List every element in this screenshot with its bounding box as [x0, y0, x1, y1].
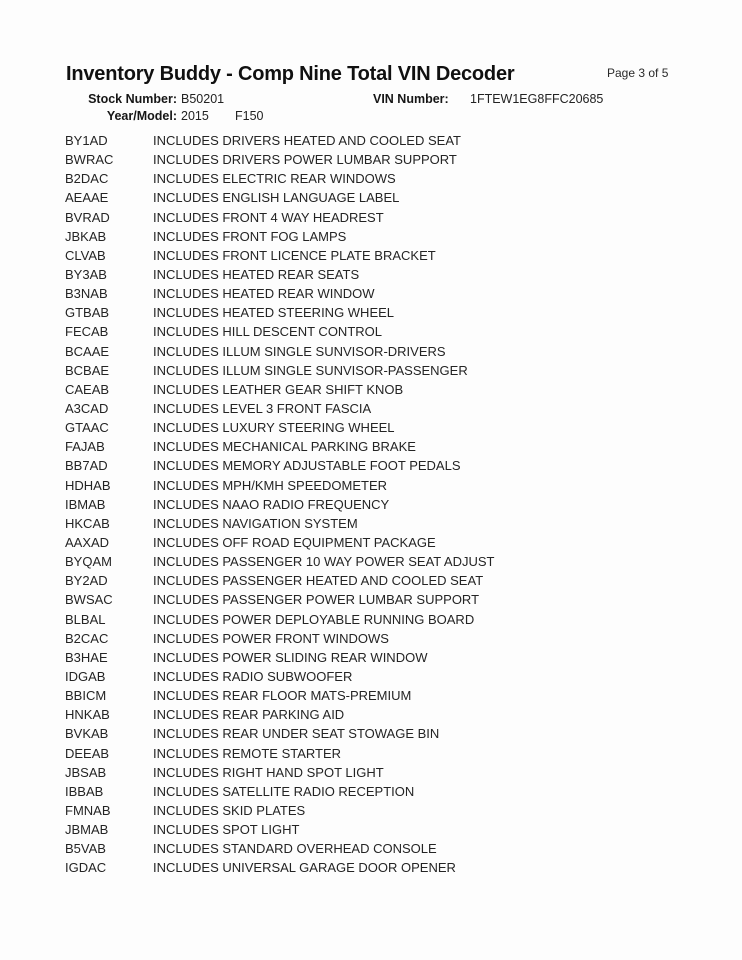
option-description: INCLUDES DRIVERS HEATED AND COOLED SEAT: [153, 133, 461, 148]
list-item: [65, 267, 705, 286]
option-description: INCLUDES PASSENGER POWER LUMBAR SUPPORT: [153, 592, 480, 608]
option-description: INCLUDES ELECTRIC REAR WINDOWS: [153, 171, 396, 187]
list-item: [65, 612, 705, 631]
option-description: INCLUDES FRONT 4 WAY HEADREST: [153, 209, 384, 225]
option-description: INCLUDES STANDARD OVERHEAD CONSOLE: [153, 841, 437, 857]
page-number: Page 3 of 5: [607, 66, 669, 80]
option-code: FAJAB: [65, 439, 105, 455]
option-code: BLBAL: [65, 611, 106, 627]
list-item: [65, 554, 705, 573]
option-description: INCLUDES POWER SLIDING REAR WINDOW: [153, 649, 428, 665]
list-item: [65, 535, 705, 554]
option-description: INCLUDES FRONT LICENCE PLATE BRACKET: [153, 247, 436, 263]
option-description: INCLUDES HEATED REAR WINDOW: [153, 286, 375, 302]
option-description: INCLUDES NAVIGATION SYSTEM: [153, 515, 358, 531]
option-description: INCLUDES NAAO RADIO FREQUENCY: [153, 496, 390, 512]
option-description: INCLUDES SKID PLATES: [153, 802, 306, 818]
option-code: FMNAB: [65, 802, 111, 818]
list-item: [65, 248, 705, 267]
list-item: [65, 631, 705, 650]
list-item: [65, 497, 705, 516]
list-item: [65, 152, 705, 171]
option-code: BY3AB: [65, 266, 107, 282]
option-code: DEEAB: [65, 745, 110, 761]
option-code: CLVAB: [65, 247, 106, 263]
option-code: BY1AD: [65, 133, 108, 148]
list-item: [65, 688, 705, 707]
option-description: INCLUDES MEMORY ADJUSTABLE FOOT PEDALS: [153, 458, 461, 474]
list-item: [65, 286, 705, 305]
list-item: [65, 324, 705, 343]
option-description: INCLUDES ILLUM SINGLE SUNVISOR-DRIVERS: [153, 343, 446, 359]
list-item: [65, 822, 705, 841]
option-code: BWRAC: [65, 152, 114, 168]
option-code: BCAAE: [65, 343, 110, 359]
option-description: INCLUDES HILL DESCENT CONTROL: [153, 324, 382, 340]
list-item: [65, 860, 705, 879]
year-value: 2015: [181, 109, 209, 123]
option-description: INCLUDES DRIVERS POWER LUMBAR SUPPORT: [153, 152, 457, 168]
option-code: BVRAD: [65, 209, 110, 225]
list-item: [65, 746, 705, 765]
option-code: AEAAE: [65, 190, 109, 206]
option-code: BYQAM: [65, 554, 112, 570]
page-title: Inventory Buddy - Comp Nine Total VIN Decoder: [66, 63, 515, 85]
list-item: [65, 726, 705, 745]
option-description: INCLUDES LUXURY STEERING WHEEL: [153, 420, 395, 436]
list-item: [65, 344, 705, 363]
option-description: INCLUDES HEATED REAR SEATS: [153, 266, 360, 282]
option-description: INCLUDES MECHANICAL PARKING BRAKE: [153, 439, 416, 455]
vin-number-value: 1FTEW1EG8FFC20685: [470, 92, 604, 106]
list-item: [65, 592, 705, 611]
option-code: A3CAD: [65, 400, 109, 416]
vin-number-label: VIN Number:: [373, 92, 449, 106]
list-item: [65, 516, 705, 535]
list-item: [65, 784, 705, 803]
list-item: [65, 478, 705, 497]
option-code: B2CAC: [65, 630, 109, 646]
stock-number-value: B50201: [181, 92, 225, 106]
list-item: [65, 650, 705, 669]
option-code: IBBAB: [65, 783, 104, 799]
option-code: HNKAB: [65, 707, 110, 723]
option-code: HDHAB: [65, 477, 111, 493]
option-code: JBKAB: [65, 228, 107, 244]
option-description: INCLUDES SATELLITE RADIO RECEPTION: [153, 783, 415, 799]
option-description: INCLUDES REAR FLOOR MATS-PREMIUM: [153, 688, 412, 704]
option-code: AAXAD: [65, 534, 110, 550]
option-code: B3HAE: [65, 649, 108, 665]
option-description: INCLUDES POWER FRONT WINDOWS: [153, 630, 389, 646]
list-item: [65, 458, 705, 477]
option-description: INCLUDES MPH/KMH SPEEDOMETER: [153, 477, 388, 493]
list-item: [65, 305, 705, 324]
list-item: [65, 803, 705, 822]
option-code: BY2AD: [65, 573, 108, 589]
option-description: INCLUDES REAR UNDER SEAT STOWAGE BIN: [153, 726, 440, 742]
option-description: INCLUDES REMOTE STARTER: [153, 745, 342, 761]
option-code: BWSAC: [65, 592, 113, 608]
option-code: B3NAB: [65, 286, 108, 302]
option-description: INCLUDES OFF ROAD EQUIPMENT PACKAGE: [153, 534, 436, 550]
option-code: IGDAC: [65, 860, 107, 876]
list-item: [65, 841, 705, 860]
list-item: [65, 190, 705, 209]
option-code: JBSAB: [65, 764, 107, 780]
list-item: [65, 382, 705, 401]
option-code: JBMAB: [65, 822, 109, 838]
option-code: HKCAB: [65, 515, 110, 531]
option-description: INCLUDES PASSENGER 10 WAY POWER SEAT ADJUST: [153, 554, 495, 570]
option-description: INCLUDES ENGLISH LANGUAGE LABEL: [153, 190, 400, 206]
option-description: INCLUDES POWER DEPLOYABLE RUNNING BOARD: [153, 611, 475, 627]
list-item: [65, 420, 705, 439]
list-item: [65, 573, 705, 592]
option-code: CAEAB: [65, 381, 110, 397]
option-description: INCLUDES HEATED STEERING WHEEL: [153, 305, 395, 321]
list-item: [65, 171, 705, 190]
year-model-label: Year/Model:: [106, 109, 177, 123]
list-item: [65, 765, 705, 784]
option-code: BCBAE: [65, 362, 110, 378]
option-description: INCLUDES RADIO SUBWOOFER: [153, 668, 353, 684]
option-description: INCLUDES FRONT FOG LAMPS: [153, 228, 347, 244]
options-list: [65, 133, 705, 879]
stock-number-label: Stock Number:: [88, 92, 177, 106]
option-description: INCLUDES SPOT LIGHT: [153, 822, 300, 838]
option-code: B5VAB: [65, 841, 106, 857]
option-description: INCLUDES ILLUM SINGLE SUNVISOR-PASSENGER: [153, 362, 468, 378]
list-item: [65, 669, 705, 688]
option-description: INCLUDES REAR PARKING AID: [153, 707, 345, 723]
option-code: IDGAB: [65, 668, 106, 684]
list-item: [65, 229, 705, 248]
option-description: INCLUDES RIGHT HAND SPOT LIGHT: [153, 764, 384, 780]
option-code: IBMAB: [65, 496, 106, 512]
option-code: BBICM: [65, 688, 107, 704]
list-item: [65, 210, 705, 229]
option-description: INCLUDES LEVEL 3 FRONT FASCIA: [153, 400, 372, 416]
option-code: FECAB: [65, 324, 109, 340]
option-code: BVKAB: [65, 726, 109, 742]
model-value: F150: [235, 109, 264, 123]
option-description: INCLUDES PASSENGER HEATED AND COOLED SEAT: [153, 573, 484, 589]
list-item: [65, 401, 705, 420]
option-code: B2DAC: [65, 171, 109, 187]
list-item: [65, 707, 705, 726]
list-item: [65, 439, 705, 458]
option-code: GTBAB: [65, 305, 110, 321]
list-item: [65, 363, 705, 382]
option-description: INCLUDES LEATHER GEAR SHIFT KNOB: [153, 381, 404, 397]
option-description: INCLUDES UNIVERSAL GARAGE DOOR OPENER: [153, 860, 456, 876]
list-item: [65, 133, 705, 152]
option-code: BB7AD: [65, 458, 108, 474]
option-code: GTAAC: [65, 420, 109, 436]
